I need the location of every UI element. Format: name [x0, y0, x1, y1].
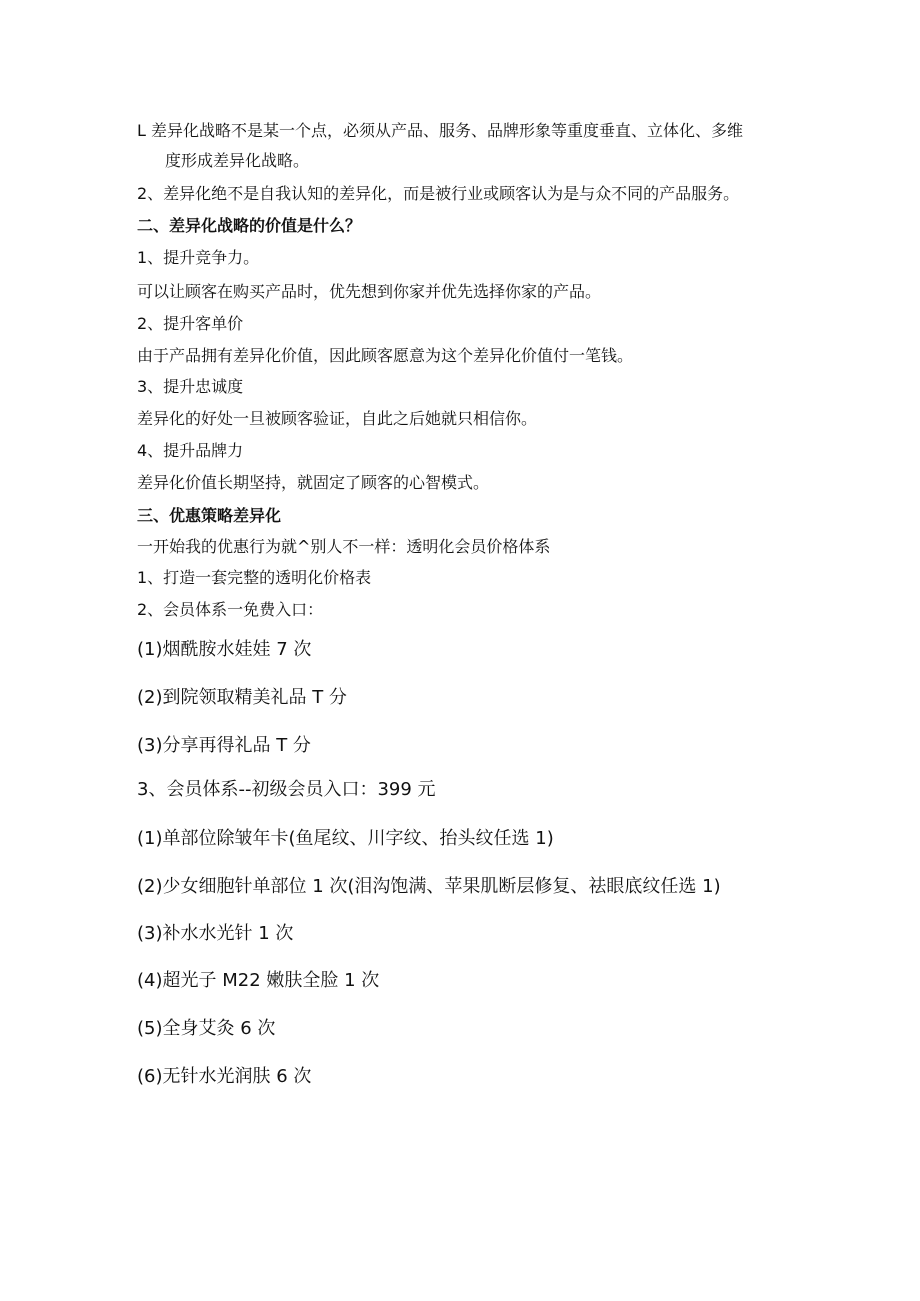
- list-item: (4)超光子 M22 嫩肤全脸 1 次: [137, 970, 380, 991]
- paragraph-line: 2、差异化绝不是自我认知的差异化，而是被行业或顾客认为是与众不同的产品服务。: [137, 184, 740, 203]
- list-item: (3)分享再得礼品 T 分: [137, 735, 311, 756]
- list-item: (6)无针水光润肤 6 次: [137, 1066, 312, 1087]
- paragraph-line: 可以让顾客在购买产品时，优先想到你家并优先选择你家的产品。: [137, 282, 602, 301]
- list-item: (1)烟酰胺水娃娃 7 次: [137, 639, 312, 660]
- list-item: (3)补水水光针 1 次: [137, 923, 294, 944]
- paragraph-line: 由于产品拥有差异化价值，因此顾客愿意为这个差异化价值付一笔钱。: [137, 346, 634, 365]
- subheading-line: 3、提升忠诚度: [137, 377, 244, 396]
- list-item: (1)单部位除皱年卡(鱼尾纹、川字纹、抬头纹任选 1): [137, 828, 554, 849]
- subheading-line: 1、提升竞争力。: [137, 248, 260, 267]
- list-item: (2)少女细胞针单部位 1 次(泪沟饱满、苹果肌断层修复、祛眼底纹任选 1): [137, 876, 721, 897]
- paragraph-line: 差异化价值长期坚持，就固定了顾客的心智模式。: [137, 473, 490, 492]
- section-heading: 三、优惠策略差异化: [137, 506, 282, 525]
- paragraph-line: 度形成差异化战略。: [165, 151, 310, 170]
- section-heading: 二、差异化战略的价值是什么？: [137, 216, 362, 235]
- list-item: 2、会员体系一免费入口：: [137, 600, 324, 619]
- list-item: 1、打造一套完整的透明化价格表: [137, 568, 372, 587]
- paragraph-line: L 差异化战略不是某一个点，必须从产品、服务、品牌形象等重度垂直、立体化、多维: [137, 121, 744, 140]
- paragraph-line: 差异化的好处一旦被顾客验证，自此之后她就只相信你。: [137, 409, 538, 428]
- subheading-line: 4、提升品牌力: [137, 441, 244, 460]
- paragraph-line: 一开始我的优惠行为就^别人不一样：透明化会员价格体系: [137, 537, 551, 556]
- list-item: (2)到院领取精美礼品 T 分: [137, 687, 347, 708]
- subheading-line: 2、提升客单价: [137, 314, 244, 333]
- list-item: 3、会员体系--初级会员入口：399 元: [137, 779, 436, 800]
- list-item: (5)全身艾灸 6 次: [137, 1018, 276, 1039]
